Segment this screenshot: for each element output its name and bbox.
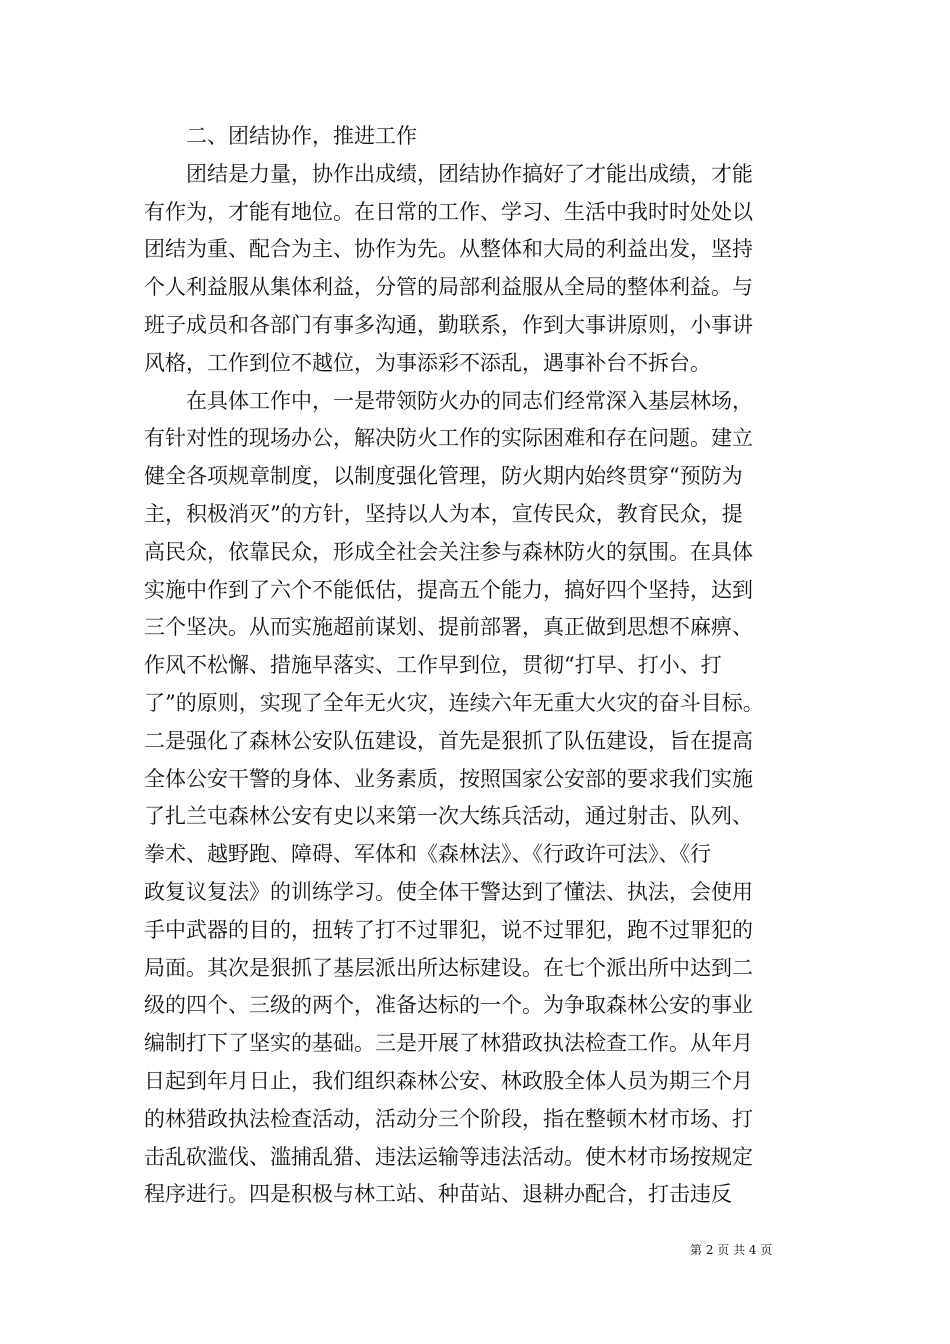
text-line: 健全各项规章制度，以制度强化管理，防火期内始终贯穿“预防为 xyxy=(144,464,743,489)
text-line: 有针对性的现场办公，解决防火工作的实际困难和存在问题。建立 xyxy=(144,426,753,451)
text-line: 编制打下了坚实的基础。三是开展了林猎政执法检查工作。从年月 xyxy=(144,1031,753,1056)
text-line: 作风不松懈、措施早落实、工作早到位，贯彻“打早、打小、打 xyxy=(144,653,722,678)
text-line: 的林猎政执法检查活动，活动分三个阶段，指在整顿木材市场、打 xyxy=(144,1106,753,1131)
text-line: 班子成员和各部门有事多沟通，勤联系，作到大事讲原则，小事讲 xyxy=(144,312,753,337)
text-line: 有作为，才能有地位。在日常的工作、学习、生活中我时时处处以 xyxy=(144,199,753,224)
text-line: 程序进行。四是积极与林工站、种苗站、退耕办配合，打击违反 xyxy=(144,1182,732,1207)
page-number-footer: 第 2 页 共 4 页 xyxy=(690,1243,773,1257)
text-line: 日起到年月日止，我们组织森林公安、林政股全体人员为期三个月 xyxy=(144,1068,753,1093)
text-line: 了”的原则，实现了全年无火灾，连续六年无重大火灾的奋斗目标。 xyxy=(144,690,764,715)
text-line: 个人利益服从集体利益，分管的局部利益服从全局的整体利益。与 xyxy=(144,275,753,300)
text-line: 二是强化了森林公安队伍建设，首先是狠抓了队伍建设，旨在提高 xyxy=(144,728,753,753)
text-line: 局面。其次是狠抓了基层派出所达标建设。在七个派出所中达到二 xyxy=(144,955,753,980)
text-line: 全体公安干警的身体、业务素质，按照国家公安部的要求我们实施 xyxy=(144,766,753,791)
document-body xyxy=(144,118,810,1214)
text-line: 在具体工作中，一是带领防火办的同志们经常深入基层林场， xyxy=(186,388,753,413)
text-line: 击乱砍滥伐、滥捕乱猎、违法运输等违法活动。使木材市场按规定 xyxy=(144,1144,753,1169)
text-line: 团结为重、配合为主、协作为先。从整体和大局的利益出发，坚持 xyxy=(144,237,753,262)
text-line: 手中武器的目的，扭转了打不过罪犯，说不过罪犯，跑不过罪犯的 xyxy=(144,917,753,942)
text-line: 风格，工作到位不越位，为事添彩不添乱，遇事补台不拆台。 xyxy=(144,350,711,375)
text-line: 团结是力量，协作出成绩，团结协作搞好了才能出成绩，才能 xyxy=(186,161,753,186)
text-line: 主，积极消灭”的方针，坚持以人为本，宣传民众，教育民众，提 xyxy=(144,501,743,526)
text-line: 实施中作到了六个不能低估，提高五个能力，搞好四个坚持，达到 xyxy=(144,577,753,602)
text-line: 级的四个、三级的两个，准备达标的一个。为争取森林公安的事业 xyxy=(144,993,753,1018)
text-line: 拳术、越野跑、障碍、军体和《森林法》、《行政许可法》、《行 xyxy=(144,842,711,867)
text-line: 高民众，依靠民众，形成全社会关注参与森林防火的氛围。在具体 xyxy=(144,539,753,564)
text-line: 三个坚决。从而实施超前谋划、提前部署，真正做到思想不麻痹、 xyxy=(144,615,753,640)
text-line: 政复议复法》的训练学习。使全体干警达到了懂法、执法，会使用 xyxy=(144,879,753,904)
text-line: 了扎兰屯森林公安有史以来第一次大练兵活动，通过射击、队列、 xyxy=(144,804,753,829)
text-line: 二、团结协作，推进工作 xyxy=(186,124,417,148)
